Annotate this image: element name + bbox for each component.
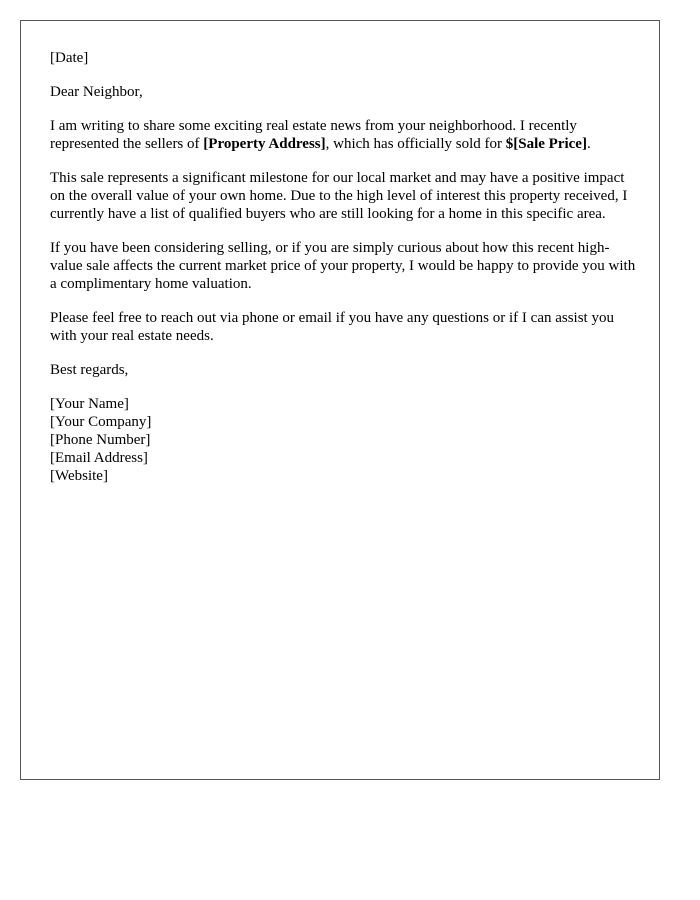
signature-block	[50, 395, 640, 485]
signature-company: [Your Company]	[50, 414, 152, 430]
letter-page	[20, 20, 660, 780]
p1-text-a: I am writing to share some exciting real estate news from your neighborhood. I recently represented the sellers of	[50, 118, 577, 152]
letter-date: [Date]	[50, 50, 89, 66]
property-address-placeholder: [Property Address]	[203, 136, 326, 152]
signature-email: [Email Address]	[50, 450, 148, 466]
paragraph-market-impact: This sale represents a significant milestone for our local market and may have a positive impact on the overall value of your own home. Due to the high level of interest this property received, I currently have a list of qualified buyers who are still looking for a home in this specific area.	[50, 170, 628, 222]
paragraph-sale-announcement	[50, 117, 640, 153]
p1-text-c: .	[586, 136, 591, 152]
signature-phone: [Phone Number]	[50, 432, 151, 448]
signature-website: [Website]	[50, 468, 108, 484]
letter-salutation: Dear Neighbor,	[50, 84, 143, 100]
paragraph-contact: Please feel free to reach out via phone or email if you have any questions or if I can assist you with your real estate needs.	[50, 310, 614, 344]
paragraph-valuation-offer: If you have been considering selling, or if you are simply curious about how this recent high-value sale affects the current market price of your property, I would be happy to provide you with a complimentary home valuation.	[50, 240, 636, 292]
letter-body	[50, 49, 640, 485]
p1-text-b: , which has officially sold for	[325, 136, 506, 152]
signature-name: [Your Name]	[50, 396, 129, 412]
letter-closing: Best regards,	[50, 362, 129, 378]
sale-price-placeholder: $[Sale Price]	[505, 136, 587, 152]
